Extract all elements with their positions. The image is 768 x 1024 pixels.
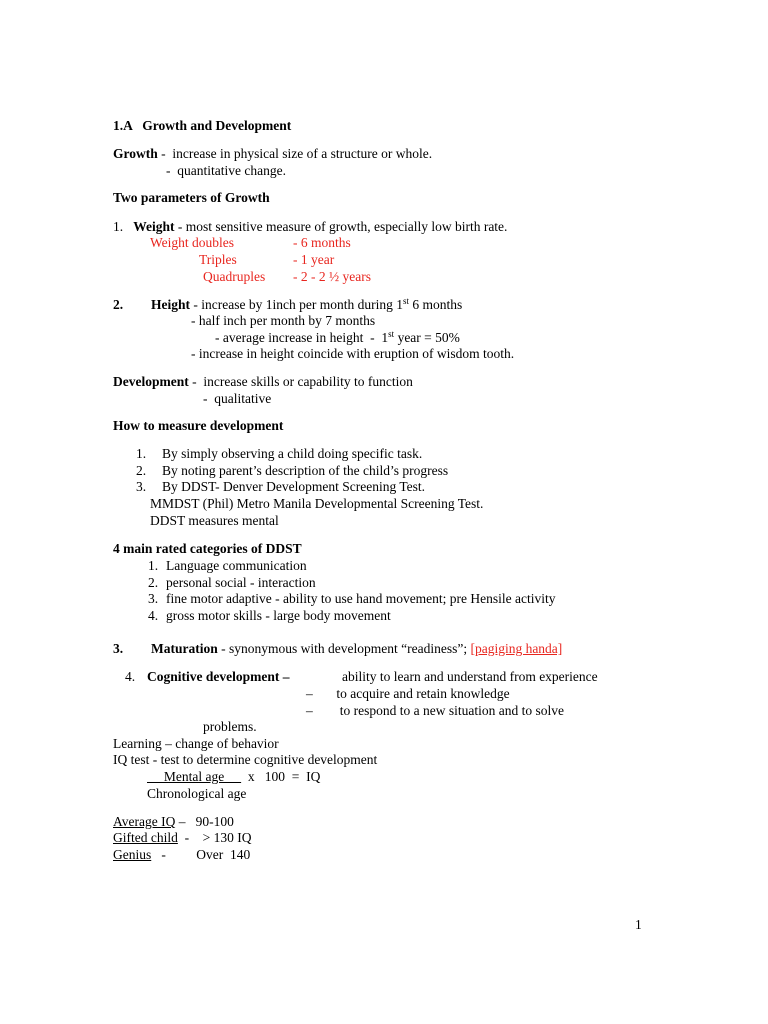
growth-line-2: - quantitative change. — [166, 163, 286, 178]
measure-item-3-number: 3. — [136, 479, 147, 494]
development-line-2: - qualitative — [203, 391, 272, 406]
height-line-2: - half inch per month by 7 months — [191, 313, 376, 328]
iq-level-average-value: 90-100 — [195, 814, 234, 829]
weight-triples-label: Triples — [199, 252, 237, 267]
iq-level-genius-sep: - — [151, 847, 197, 862]
measure-heading: How to measure development — [113, 418, 284, 433]
ddst-item-4-number: 4. — [148, 608, 159, 623]
ddst-item-4: gross motor skills - large body movement — [166, 608, 391, 623]
iq-formula — [147, 769, 320, 785]
weight-doubles-value: - 6 months — [293, 235, 351, 250]
ddst-item-3: fine motor adaptive - ability to use hand movement; pre Hensile activity — [166, 591, 556, 606]
ddst-item-3-number: 3. — [148, 591, 159, 606]
iq-level-genius-label: Genius — [113, 847, 152, 862]
ddst-item-1: Language communication — [166, 558, 307, 573]
iq-level-gifted-label: Gifted child — [113, 830, 178, 845]
height-definition: - increase by 1inch per month during 1 — [190, 297, 403, 312]
cognitive-dash: – — [279, 669, 290, 684]
maturation-number: 3. — [113, 641, 124, 656]
development-term: Development — [113, 374, 189, 389]
learning-line: Learning – change of behavior — [113, 736, 279, 751]
weight-doubles-label: Weight doubles — [150, 235, 235, 250]
weight-quadruples-value: - 2 - 2 ½ years — [293, 269, 371, 284]
weight-item — [113, 219, 507, 235]
development-line-1: - increase skills or capability to function — [188, 374, 413, 389]
height-line-3 — [215, 330, 460, 346]
cognitive-item — [147, 669, 290, 685]
maturation-definition: - synonymous with development “readiness”; — [217, 641, 471, 656]
measure-item-2-number: 2. — [136, 463, 147, 478]
height-number: 2. — [113, 297, 124, 312]
maturation-note: [pagiging handa] — [470, 641, 563, 656]
measure-item-2: By noting parent’s description of the child’s progress — [162, 463, 449, 478]
height-term: Height — [151, 297, 190, 312]
ddst-heading: 4 main rated categories of DDST — [113, 541, 302, 556]
section-heading: 1.A Growth and Development — [113, 118, 292, 133]
height-line-4: - increase in height coincide with eruption of wisdom tooth. — [191, 346, 515, 361]
growth-definition — [113, 146, 432, 162]
ddst-item-2: personal social - interaction — [166, 575, 316, 590]
height-def-superscript: st — [402, 296, 409, 306]
iq-test-line: IQ test - test to determine cognitive development — [113, 752, 378, 767]
ddst-measures-line: DDST measures mental — [150, 513, 279, 528]
growth-line-1: - increase in physical size of a structure or whole. — [157, 146, 433, 161]
two-parameters-heading: Two parameters of Growth — [113, 190, 270, 205]
height-item — [151, 297, 462, 313]
measure-item-1: By simply observing a child doing specific task. — [162, 446, 423, 461]
iq-level-average — [113, 814, 234, 830]
maturation-item — [151, 641, 562, 657]
height-definition-end: 6 months — [408, 297, 463, 312]
weight-quadruples-label: Quadruples — [203, 269, 266, 284]
formula-rest: x 100 = IQ — [247, 769, 321, 784]
height-line-3-end: year = 50% — [394, 330, 460, 345]
weight-triples-value: - 1 year — [293, 252, 335, 267]
iq-level-genius — [113, 847, 250, 863]
ddst-item-1-number: 1. — [148, 558, 159, 573]
iq-level-average-label: Average IQ — [113, 814, 176, 829]
mmdst-line: MMDST (Phil) Metro Manila Developmental Screening Test. — [150, 496, 484, 511]
iq-level-gifted-sep: - — [177, 830, 203, 845]
ddst-item-2-number: 2. — [148, 575, 159, 590]
cognitive-line-3: – to respond to a new situation and to solve — [306, 703, 564, 718]
weight-number: 1. — [113, 219, 124, 234]
cognitive-line-2: – to acquire and retain knowledge — [306, 686, 510, 701]
iq-level-genius-value: Over 140 — [196, 847, 251, 862]
height-line-3-superscript: st — [388, 329, 395, 339]
cognitive-line-1: ability to learn and understand from experience — [342, 669, 598, 684]
growth-term: Growth — [113, 146, 158, 161]
formula-numerator: Mental age — [147, 769, 242, 784]
iq-level-gifted — [113, 830, 251, 846]
height-line-3-start: - average increase in height - 1 — [215, 330, 389, 345]
cognitive-number: 4. — [125, 669, 136, 684]
maturation-term: Maturation — [151, 641, 218, 656]
measure-item-1-number: 1. — [136, 446, 147, 461]
weight-term: Weight — [133, 219, 175, 234]
formula-denominator: Chronological age — [147, 786, 247, 801]
development-definition — [113, 374, 413, 390]
cognitive-line-4: problems. — [203, 719, 257, 734]
page-number: 1 — [635, 917, 642, 932]
cognitive-term: Cognitive development — [147, 669, 280, 684]
iq-level-gifted-value: > 130 IQ — [202, 830, 252, 845]
weight-definition: - most sensitive measure of growth, especially low birth rate. — [174, 219, 508, 234]
iq-level-average-sep: – — [175, 814, 196, 829]
measure-item-3: By DDST- Denver Development Screening Test. — [162, 479, 426, 494]
